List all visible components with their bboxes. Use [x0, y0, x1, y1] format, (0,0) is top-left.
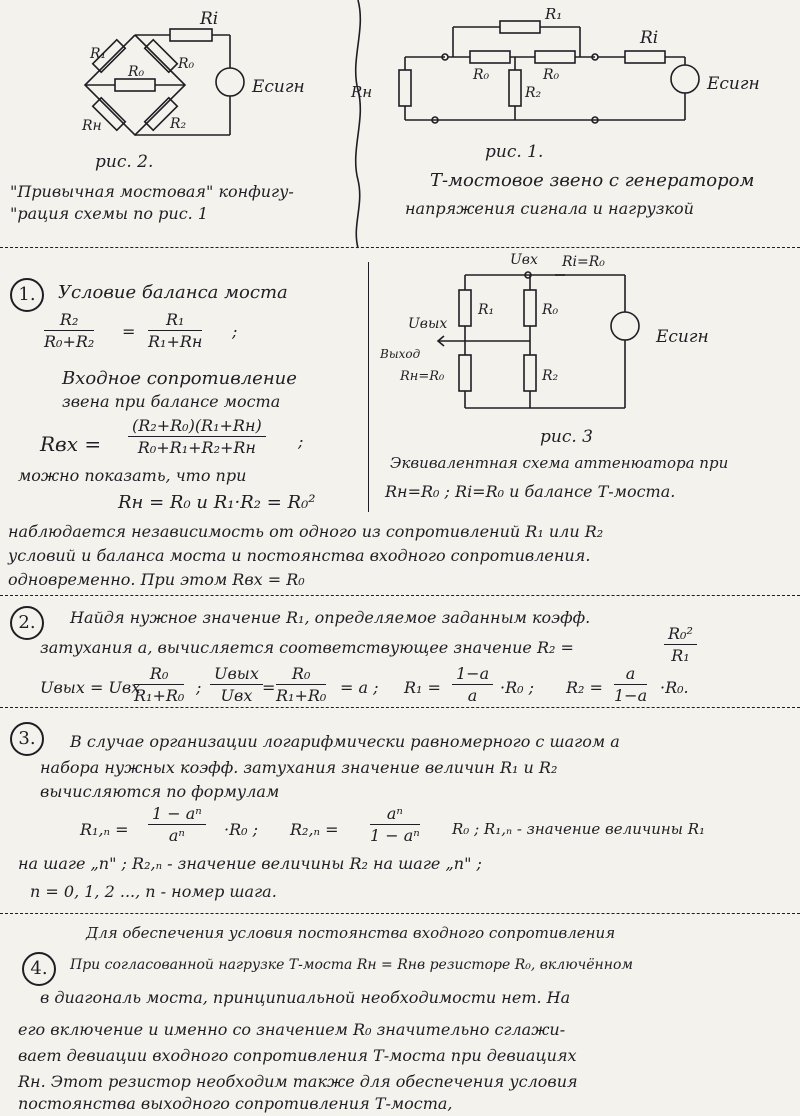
fig3-diagram	[380, 250, 790, 425]
s1-rin-den: R₀+R₁+R₂+Rн	[137, 438, 256, 457]
fig3-label-ri: Ri=R₀	[562, 254, 605, 270]
s3-r2n-frac	[370, 806, 420, 844]
fig3-desc-2: Rн=R₀ ; Ri=R₀ и балансе Т-моста.	[385, 482, 676, 501]
fig3-label-uin: Uвх	[510, 252, 538, 268]
s2-r1-tail: ·R₀ ;	[500, 678, 535, 697]
fig2-desc-2: "рация схемы по рис. 1	[10, 204, 209, 223]
fig1-diagram	[351, 5, 785, 135]
s3-l1: В случае организации логарифмически равномерного с шагом a	[70, 732, 620, 751]
s2-f2	[210, 666, 263, 704]
s1-rin-num: (R₂+R₀)(R₁+Rн)	[128, 418, 266, 437]
s1-rin-frac	[128, 418, 266, 456]
s2-sep1: ;	[196, 678, 202, 697]
fig1-caption: рис. 1.	[485, 142, 544, 162]
fig2-caption: рис. 2.	[95, 152, 154, 172]
s1-input-1: Входное сопротивление	[62, 368, 297, 389]
s1-balance-end: ;	[232, 322, 238, 341]
s2-eq3: = a ;	[340, 678, 379, 697]
s2-f2-den: Uвх	[220, 686, 253, 705]
wavy-divider	[348, 0, 368, 248]
fig2-label-e: Eсигн	[252, 77, 305, 97]
fig2-label-r0-diag: R₀	[128, 64, 145, 80]
s2-f3-den: R₁+R₀	[276, 686, 327, 705]
s3-l6: n = 0, 1, 2 ..., n - номер шага.	[30, 882, 277, 901]
s2-l1: Найдя нужное значение R₁, определяемое заданным коэфф.	[70, 608, 591, 627]
s3-r2n-num: aⁿ	[370, 806, 420, 825]
s1-rin-label: Rвх =	[40, 432, 102, 456]
s1-balance-right	[148, 312, 202, 350]
fig1-label-r2: R₂	[525, 85, 542, 101]
fig1-desc-1: Т-мостовое звено с генератором	[430, 170, 755, 191]
s4-l1: При согласованной нагрузке Т-моста Rн = Rнв резисторе R₀, включённом	[70, 957, 633, 973]
s2-f1-num: R₀	[134, 666, 184, 685]
s1-rin-end: ;	[298, 432, 304, 451]
s3-r2n-den: 1 − aⁿ	[370, 826, 420, 845]
s2-r2-frac	[664, 626, 697, 664]
s2-r2-den: R₁	[671, 646, 690, 665]
s2-r1-lbl: R₁ =	[404, 678, 441, 697]
fig2-label-r2: R₂	[170, 116, 187, 132]
fig1-label-r1: R₁	[545, 5, 563, 23]
s2-r2-tail: ·R₀.	[660, 678, 689, 697]
fig3-desc-1: Эквивалентная схема аттенюатора при	[390, 454, 729, 472]
s2-f1	[134, 666, 184, 704]
fig3-label-rh: Rн=R₀	[400, 369, 445, 384]
s4-l6: постоянства выходного сопротивления Т-моста,	[18, 1094, 453, 1113]
fig3-label-e: Eсигн	[656, 327, 709, 347]
s2-f1-den: R₁+R₀	[134, 686, 185, 705]
section-1-number: 1.	[10, 278, 44, 312]
s2-f5	[614, 666, 647, 704]
s2-eq2: =	[262, 678, 276, 697]
s3-r1n-den: aⁿ	[168, 826, 185, 845]
s2-r2-lbl: R₂ =	[566, 678, 603, 697]
s3-r1n-frac	[148, 806, 206, 844]
fig3-label-r1: R₁	[478, 302, 495, 318]
fig2-label-r0: R₀	[178, 56, 195, 72]
fig1-desc-2: напряжения сигнала и нагрузкой	[405, 199, 694, 218]
s1-p3: одновременно. При этом Rвх = R₀	[8, 570, 305, 589]
s2-f5-den: 1−a	[614, 686, 648, 705]
s2-uout: Uвых = Uвх	[40, 678, 141, 697]
fig3-label-out: Выход	[380, 347, 421, 361]
divider-4	[0, 913, 800, 914]
fig1-label-rh: Rн	[351, 83, 373, 101]
s1-balance-right-num: R₁	[148, 312, 202, 331]
fig1-label-ri: Ri	[640, 28, 659, 48]
s4-l2: в диагональ моста, принципиальной необходимости нет. На	[40, 988, 571, 1007]
s1-p1: наблюдается независимость от одного из сопротивлений R₁ или R₂	[8, 522, 604, 541]
fig2-label-r1: R₁	[90, 46, 107, 62]
s2-f5-num: a	[614, 666, 647, 685]
s1-title: Условие баланса моста	[58, 282, 288, 303]
s2-f3-num: R₀	[276, 666, 326, 685]
s2-f2-num: Uвых	[210, 666, 263, 685]
fig2-label-ri: Ri	[200, 9, 219, 29]
divider-top	[0, 247, 800, 248]
s2-f3	[276, 666, 326, 704]
s1-show: можно показать, что при	[18, 466, 247, 485]
s3-r2n-lbl: R₂,ₙ =	[290, 820, 339, 839]
s4-l4: вает девиации входного сопротивления Т-моста при девиациях	[18, 1046, 577, 1065]
fig1-label-r0b: R₀	[543, 67, 560, 83]
s1-balance-left-den: R₀+R₂	[44, 332, 95, 351]
s1-balance-left	[44, 312, 94, 350]
s2-f4-den: a	[467, 686, 478, 705]
s2-f4	[452, 666, 493, 704]
fig3-label-uout: Uвых	[408, 316, 448, 332]
s3-r1n-num: 1 − aⁿ	[148, 806, 206, 825]
s3-r1n-tail: ·R₀ ;	[224, 820, 259, 839]
s4-l3: его включение и именно со значением R₀ значительно сглажи-	[18, 1020, 566, 1039]
fig3-caption: рис. 3	[540, 427, 593, 447]
s3-l5: на шаге „n" ; R₂,ₙ - значение величины R₂ на шаге „n" ;	[18, 854, 482, 873]
s4-l5: Rн. Этот резистор необходим также для обеспечения условия	[18, 1072, 578, 1091]
s2-l2: затухания a, вычисляется соответствующее значение R₂ =	[40, 638, 574, 657]
fig2-label-rh: Rн	[82, 118, 102, 134]
fig2-diagram	[60, 10, 340, 150]
s1-balance-left-num: R₂	[44, 312, 94, 331]
section-4-number: 4.	[22, 952, 56, 986]
s3-l2: набора нужных коэфф. затухания значение величин R₁ и R₂	[40, 758, 558, 777]
s4-l0: Для обеспечения условия постоянства входного сопротивления	[86, 924, 616, 942]
divider-3	[0, 707, 800, 708]
section-3-number: 3.	[10, 722, 44, 756]
fig3-left-border	[368, 262, 369, 512]
divider-2	[0, 595, 800, 596]
s1-p2: условий и баланса моста и постоянства входного сопротивления.	[8, 546, 591, 565]
s2-r2-num: R₀²	[664, 626, 697, 645]
fig3-label-r2: R₂	[542, 368, 559, 384]
section-2-number: 2.	[10, 606, 44, 640]
fig1-label-r0a: R₀	[473, 67, 490, 83]
fig1-label-e: Eсигн	[707, 74, 760, 94]
fig3-label-r0: R₀	[542, 302, 559, 318]
s1-balance-right-den: R₁+Rн	[148, 332, 203, 351]
fig2-desc-1: "Привычная мостовая" конфигу-	[10, 182, 294, 201]
s3-r1n-lbl: R₁,ₙ =	[80, 820, 129, 839]
s1-balance-eq: =	[122, 322, 136, 341]
s3-r2n-tail: R₀ ; R₁,ₙ - значение величины R₁	[452, 820, 706, 838]
s2-f4-num: 1−a	[452, 666, 493, 685]
s3-l3: вычисляются по формулам	[40, 782, 280, 801]
s1-input-2: звена при балансе моста	[62, 392, 281, 411]
s1-cond: Rн = R₀ и R₁·R₂ = R₀²	[118, 492, 316, 513]
